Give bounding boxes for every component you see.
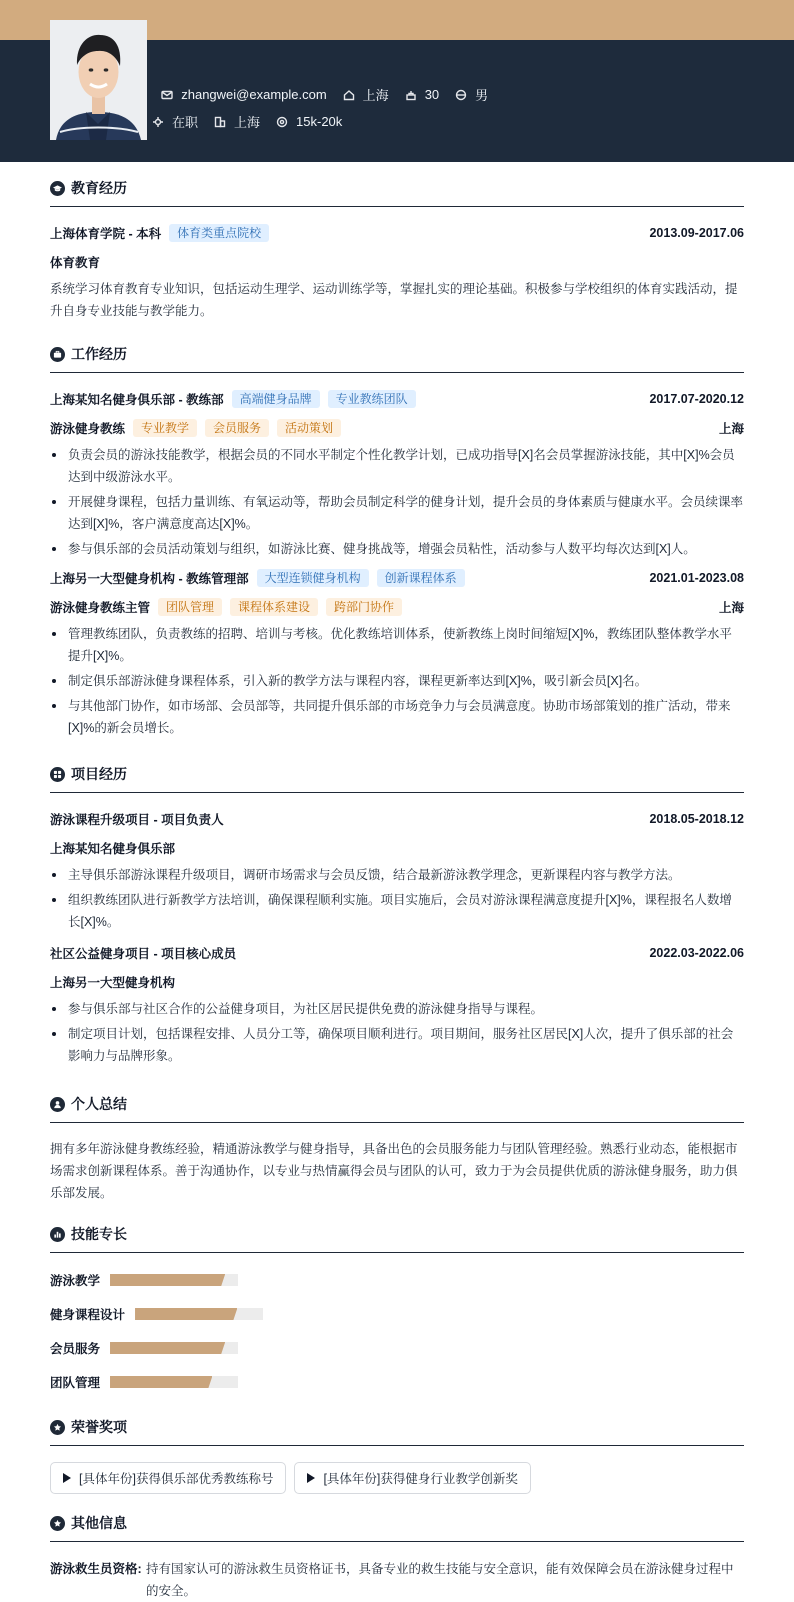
- section-title: 教育经历: [71, 180, 127, 196]
- school-tag: 体育类重点院校: [169, 224, 269, 242]
- job-role: 游泳健身教练主管: [50, 601, 151, 615]
- section-title: 荣誉奖项: [71, 1419, 127, 1435]
- job-role: 游泳健身教练: [50, 422, 126, 436]
- job-header: [50, 390, 744, 408]
- role-tag: 活动策划: [277, 419, 341, 437]
- contact-city: [343, 85, 389, 104]
- section-title: 其他信息: [71, 1515, 127, 1531]
- contact-value: 在职: [172, 115, 199, 130]
- skill-bar-fill: [110, 1274, 225, 1286]
- section-header-other: [50, 1497, 744, 1542]
- skill-bar-fill: [110, 1376, 212, 1388]
- skill-bar: [110, 1274, 238, 1286]
- section-header-projects: [50, 748, 744, 793]
- job-role-row: [50, 419, 744, 437]
- job-date: 2017.07-2020.12: [649, 392, 744, 406]
- contact-gender: [455, 85, 488, 104]
- job-location: 上海: [718, 601, 744, 615]
- contact-age: [405, 87, 439, 102]
- resume-body: [50, 162, 744, 1602]
- skill-bar: [135, 1308, 263, 1320]
- project-name: 游泳课程升级项目 - 项目负责人: [50, 813, 224, 827]
- profile-photo: [50, 20, 147, 140]
- grid-icon: [50, 767, 65, 782]
- role-tag: 课程体系建设: [230, 598, 318, 616]
- graduation-cap-icon: [50, 181, 65, 196]
- contact-value: zhangwei@example.com: [181, 87, 327, 102]
- skill-item: [50, 1365, 403, 1399]
- section-header-work: [50, 328, 744, 373]
- role-tag: 跨部门协作: [326, 598, 402, 616]
- list-item: 主导俱乐部游泳课程升级项目，调研市场需求与会员反馈，结合最新游泳教学理念，更新课程内容与教学方法。: [50, 864, 744, 886]
- company-tag: 大型连锁健身机构: [257, 569, 369, 587]
- play-icon: [307, 1473, 315, 1483]
- project-org: 上海另一大型健身机构: [50, 976, 176, 990]
- education-date: 2013.09-2017.06: [649, 226, 744, 240]
- contact-row-1: [138, 85, 504, 104]
- company-name: 上海另一大型健身机构 - 教练管理部: [50, 572, 249, 586]
- list-item: 制定项目计划，包括课程安排、人员分工等，确保项目顺利进行。项目期间，服务社区居民[X]人次，提升了俱乐部的社会影响力与品牌形象。: [50, 1023, 744, 1067]
- job-date: 2021.01-2023.08: [649, 571, 744, 585]
- role-tag: 专业教学: [133, 419, 197, 437]
- skill-bar-fill: [110, 1342, 225, 1354]
- other-label: 游泳救生员资格:: [50, 1562, 142, 1576]
- project-org: 上海某知名健身俱乐部: [50, 842, 176, 856]
- gender-icon: [455, 89, 467, 101]
- award-label: [具体年份]获得俱乐部优秀教练称号: [79, 1472, 274, 1486]
- list-item: 与其他部门协作，如市场部、会员部等，共同提升俱乐部的市场竞争力与会员满意度。协助市场部策划的推广活动，带来[X]%的新会员增长。: [50, 695, 744, 739]
- job-location: 上海: [718, 422, 744, 436]
- bar-chart-icon: [50, 1227, 65, 1242]
- skill-item: [50, 1331, 403, 1365]
- award-item: [50, 1462, 286, 1494]
- list-item: 组织教练团队进行新教学方法培训，确保课程顺利实施。项目实施后，会员对游泳课程满意度提升[X]%，课程报名人数增长[X]%。: [50, 889, 744, 933]
- role-tag: 会员服务: [205, 419, 269, 437]
- section-header-summary: [50, 1078, 744, 1123]
- project-bullets: [50, 864, 744, 933]
- list-item: 参与俱乐部的会员活动策划与组织，如游泳比赛、健身挑战等，增强会员粘性，活动参与人数平均每次达到[X]人。: [50, 538, 744, 560]
- company-name: 上海某知名健身俱乐部 - 教练部: [50, 393, 224, 407]
- skill-item: [50, 1297, 403, 1331]
- other-info-row: [50, 1558, 744, 1602]
- education-description: 系统学习体育教育专业知识，包括运动生理学、运动训练学等，掌握扎实的理论基础。积极参与学校组织的体育实践活动，提升自身专业技能与教学能力。: [50, 282, 738, 318]
- project-entry: [50, 944, 744, 1067]
- award-icon: [50, 1420, 65, 1435]
- role-tag: 团队管理: [158, 598, 222, 616]
- contact-value: 30: [424, 87, 440, 102]
- contact-work-city: [214, 112, 260, 131]
- briefcase-icon: [50, 347, 65, 362]
- section-header-education: [50, 162, 744, 207]
- project-entry: [50, 810, 744, 933]
- contact-value: 15k-20k: [296, 114, 343, 129]
- list-item: 开展健身课程，包括力量训练、有氧运动等，帮助会员制定科学的健身计划，提升会员的身体素质与健康水平。会员续课率达到[X]%，客户满意度高达[X]%。: [50, 491, 744, 535]
- skill-bar: [110, 1376, 238, 1388]
- skill-bar-fill: [135, 1308, 237, 1320]
- awards-list: [50, 1462, 744, 1494]
- skill-name: 团队管理: [50, 1376, 101, 1390]
- list-item: 管理教练团队，负责教练的招聘、培训与考核。优化教练培训体系，使新教练上岗时间缩短[X]%，教练团队整体教学水平提升[X]%。: [50, 623, 744, 667]
- skill-name: 健身课程设计: [50, 1308, 126, 1322]
- project-date: 2022.03-2022.06: [649, 946, 744, 960]
- award-item: [294, 1462, 530, 1494]
- list-item: 制定俱乐部游泳健身课程体系，引入新的教学方法与课程内容，课程更新率达到[X]%，吸引新会员[X]名。: [50, 670, 744, 692]
- education-entry-header: [50, 224, 744, 242]
- company-tag: 专业教练团队: [328, 390, 416, 408]
- skills-grid: [50, 1263, 744, 1399]
- job-bullets: [50, 444, 744, 560]
- job-header: [50, 569, 744, 587]
- user-icon: [50, 1097, 65, 1112]
- mail-icon: [161, 89, 173, 101]
- contact-status: [152, 112, 198, 131]
- section-title: 项目经历: [71, 766, 127, 782]
- building-icon: [214, 116, 226, 128]
- skill-item: [50, 1263, 403, 1297]
- play-icon: [63, 1473, 71, 1483]
- education-major: 体育教育: [50, 256, 101, 270]
- contact-value: 上海: [362, 88, 389, 103]
- home-icon: [343, 89, 355, 101]
- company-tag: 创新课程体系: [377, 569, 465, 587]
- skill-name: 会员服务: [50, 1342, 101, 1356]
- project-date: 2018.05-2018.12: [649, 812, 744, 826]
- contact-value: 男: [475, 88, 489, 103]
- list-item: 负责会员的游泳技能教学，根据会员的不同水平制定个性化教学计划，已成功指导[X]名会员掌握游泳技能，其中[X]%会员达到中级游泳水平。: [50, 444, 744, 488]
- contact-email[interactable]: [161, 87, 326, 102]
- school-name: 上海体育学院 - 本科: [50, 227, 162, 241]
- contact-value: 上海: [234, 115, 261, 130]
- section-title: 个人总结: [71, 1096, 127, 1112]
- section-title: 技能专长: [71, 1226, 127, 1242]
- contact-salary: [276, 114, 342, 129]
- project-name: 社区公益健身项目 - 项目核心成员: [50, 947, 237, 961]
- status-icon: [152, 116, 164, 128]
- skill-bar: [110, 1342, 238, 1354]
- summary-text: 拥有多年游泳健身教练经验，精通游泳教学与健身指导，具备出色的会员服务能力与团队管理经验。熟悉行业动态，能根据市场需求创新课程体系。善于沟通协作，以专业与热情赢得会员与团队的认可，致力于为会员提供优质的游泳健身服务，助力俱乐部发展。: [50, 1142, 738, 1200]
- award-label: [具体年份]获得健身行业教学创新奖: [323, 1472, 518, 1486]
- contact-row-2: [152, 112, 358, 131]
- section-title: 工作经历: [71, 346, 127, 362]
- award-icon: [50, 1516, 65, 1531]
- other-value: 持有国家认可的游泳救生员资格证书，具备专业的救生技能与安全意识，能有效保障会员在游泳健身过程中的安全。: [146, 1562, 734, 1598]
- project-header: [50, 944, 744, 962]
- age-icon: [405, 89, 417, 101]
- salary-icon: [276, 116, 288, 128]
- job-bullets: [50, 623, 744, 739]
- project-header: [50, 810, 744, 828]
- section-header-skills: [50, 1208, 744, 1253]
- list-item: 参与俱乐部与社区合作的公益健身项目，为社区居民提供免费的游泳健身指导与课程。: [50, 998, 744, 1020]
- section-header-honors: [50, 1401, 744, 1446]
- job-role-row: [50, 598, 744, 616]
- skill-name: 游泳教学: [50, 1274, 101, 1288]
- project-bullets: [50, 998, 744, 1067]
- job-entry: [50, 390, 744, 560]
- job-entry: [50, 569, 744, 739]
- company-tag: 高端健身品牌: [232, 390, 320, 408]
